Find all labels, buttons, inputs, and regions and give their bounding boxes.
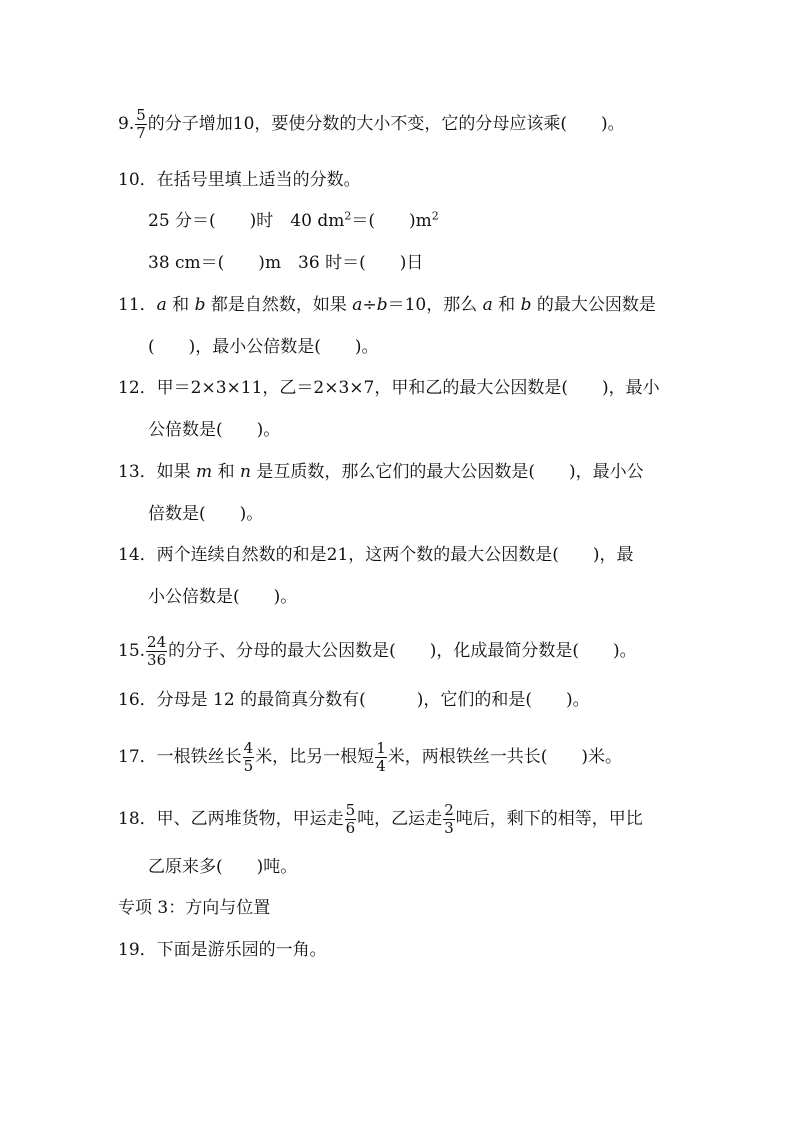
q18-fraction-2: $\frac{2}{3}$	[444, 801, 454, 837]
q17-fraction-2: $\frac{1}{4}$	[376, 739, 386, 775]
question-9	[118, 107, 698, 142]
question-13-line-1: 13．如果 m 和 n 是互质数，那么它们的最大公因数是( )，最小公	[118, 462, 644, 482]
question-17: 17．一根铁丝长 $\frac{4}{5}$ 米，比另一根短 $\frac{1}{4}$ 米，两根铁丝一共长( )米。	[118, 739, 622, 775]
question-13-line-2: 倍数是( )。	[148, 504, 264, 524]
question-14-line-2: 小公倍数是( )。	[148, 587, 298, 607]
question-12-line-1: 12．甲＝2×3×11，乙＝2×3×7，甲和乙的最大公因数是( )，最小	[118, 378, 660, 398]
section-3-heading: 专项 3：方向与位置	[118, 898, 271, 918]
question-16: 16．分母是 12 的最简真分数有( )，它们的和是( )。	[118, 690, 590, 710]
question-11-line-1: 11．a 和 b 都是自然数，如果 a÷b＝10，那么 a 和 b 的最大公因数是	[118, 295, 656, 315]
question-10-row-a: 25 分＝( )时 40 $dm^2=$( )$m^2$	[148, 209, 439, 231]
q17-fraction-1: $\frac{4}{5}$	[243, 739, 254, 775]
question-18-line-1: 18．甲、乙两堆货物，甲运走 $\frac{5}{6}$ 吨，乙运走 $\frac{2}{3}$ 吨后，剩下的相等，甲比	[118, 801, 643, 837]
question-11-line-2: ( )，最小公倍数是( )。	[148, 337, 379, 357]
question-12-line-2: 公倍数是( )。	[148, 420, 281, 440]
q9-number: 9.	[118, 114, 135, 134]
question-19: 19．下面是游乐园的一角。	[118, 940, 327, 960]
q9-fraction: $\frac{5}{7}$	[136, 106, 146, 142]
q15-fraction: $\frac{24}{36}$	[147, 633, 167, 669]
question-10-row-b: 38 cm＝( )m 36 时＝( )日	[148, 253, 424, 273]
question-14-line-1: 14．两个连续自然数的和是21，这两个数的最大公因数是( )，最	[118, 545, 634, 565]
question-18-line-2: 乙原来多( )吨。	[148, 857, 298, 877]
question-10-title: 10．在括号里填上适当的分数。	[118, 170, 361, 190]
q9-text: 的分子增加10，要使分数的大小不变，它的分母应该乘( )。	[147, 114, 625, 134]
q18-fraction-1: $\frac{5}{6}$	[345, 801, 356, 837]
question-15: 15. $\frac{24}{36}$ 的分子、分母的最大公因数是( )，化成最简分数是( )。	[118, 633, 637, 669]
